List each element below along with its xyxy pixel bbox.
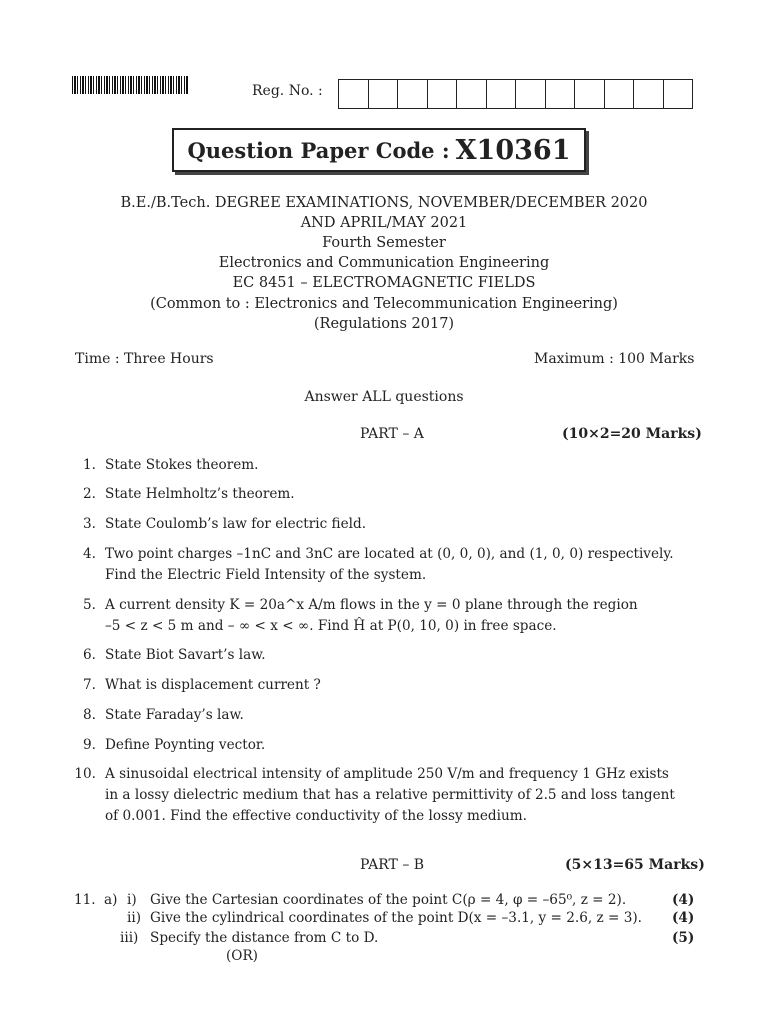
question-11-number: 11.: [74, 892, 96, 908]
part-a-label: PART – A: [360, 426, 424, 442]
reg-no-label: Reg. No. :: [252, 83, 323, 99]
qpc-label: Question Paper Code :: [187, 137, 450, 163]
or-separator: (OR): [226, 948, 258, 964]
common-to: (Common to : Electronics and Telecommunication Engineering): [150, 296, 618, 312]
q11-marks-i: (4): [672, 892, 695, 908]
question-number: 7.: [83, 677, 96, 693]
question-number: 10.: [74, 766, 96, 782]
q11-roman-i: i): [127, 892, 137, 908]
question-7: [72, 675, 692, 696]
question-2: [72, 484, 692, 505]
part-b-label: PART – B: [360, 857, 425, 873]
reg-no-box: [398, 80, 428, 108]
question-paper-code-box: [172, 128, 586, 172]
instruction: Answer ALL questions: [304, 389, 464, 405]
question-number: 5.: [83, 597, 96, 613]
reg-no-box: [546, 80, 576, 108]
question-text: State Faraday’s law.: [105, 707, 244, 723]
branch: Electronics and Communication Engineering: [218, 255, 550, 271]
reg-no-box: [516, 80, 546, 108]
reg-no-box: [664, 80, 693, 108]
question-text-line3: of 0.001. Find the effective conductivity of the lossy medium.: [105, 808, 527, 824]
barcode: [72, 76, 188, 94]
time-label: Time : Three Hours: [75, 351, 214, 367]
reg-no-box: [428, 80, 458, 108]
max-marks-label: Maximum : 100 Marks: [534, 351, 695, 367]
part-b-marks: (5×13=65 Marks): [565, 857, 705, 873]
question-text-line2: –5 < z < 5 m and – ∞ < x < ∞. Find Ĥ at P(0, 10, 0) in free space.: [105, 618, 557, 634]
question-4: [72, 544, 692, 586]
question-text: Two point charges –1nC and 3nC are located at (0, 0, 0), and (1, 0, 0) respectively.: [105, 546, 674, 562]
question-text: State Coulomb’s law for electric field.: [105, 516, 367, 532]
reg-no-boxes: [338, 79, 693, 109]
question-number: 8.: [83, 707, 96, 723]
question-number: 6.: [83, 647, 96, 663]
q11-text-i: Give the Cartesian coordinates of the point C(ρ = 4, φ = –65⁰, z = 2).: [150, 892, 627, 908]
reg-no-box: [575, 80, 605, 108]
reg-no-box: [339, 80, 369, 108]
q11-roman-iii: iii): [120, 930, 139, 946]
question-1: [72, 455, 692, 476]
q11-marks-ii: (4): [672, 910, 695, 926]
exam-title-line2: AND APRIL/MAY 2021: [300, 215, 468, 231]
question-6: [72, 645, 692, 666]
reg-no-box: [457, 80, 487, 108]
question-number: 3.: [83, 516, 96, 532]
question-text: A sinusoidal electrical intensity of amplitude 250 V/m and frequency 1 GHz exists: [105, 766, 669, 782]
question-text: State Biot Savart’s law.: [105, 647, 266, 663]
exam-title-line1: B.E./B.Tech. DEGREE EXAMINATIONS, NOVEMBER/DECEMBER 2020: [120, 195, 648, 211]
reg-no-box: [369, 80, 399, 108]
q11-roman-ii: ii): [127, 910, 141, 926]
question-number: 1.: [83, 457, 96, 473]
semester: Fourth Semester: [322, 235, 446, 251]
question-text: A current density K = 20a^x A/m flows in the y = 0 plane through the region: [105, 597, 638, 613]
question-text: What is displacement current ?: [105, 677, 321, 693]
question-number: 4.: [83, 546, 96, 562]
question-9: [72, 735, 692, 756]
part-a-marks: (10×2=20 Marks): [562, 426, 702, 442]
question-number: 9.: [83, 737, 96, 753]
question-text: State Stokes theorem.: [105, 457, 259, 473]
question-3: [72, 514, 692, 535]
regulation: (Regulations 2017): [313, 316, 455, 332]
qpc-code: X10361: [455, 134, 571, 166]
question-11-part: a): [104, 892, 118, 908]
question-text: Define Poynting vector.: [105, 737, 266, 753]
q11-marks-iii: (5): [672, 930, 695, 946]
question-text-line2: in a lossy dielectric medium that has a relative permittivity of 2.5 and loss tangent: [105, 787, 675, 803]
q11-text-ii: Give the cylindrical coordinates of the point D(x = –3.1, y = 2.6, z = 3).: [150, 910, 642, 926]
subject: EC 8451 – ELECTROMAGNETIC FIELDS: [232, 275, 536, 291]
reg-no-box: [605, 80, 635, 108]
q11-text-iii: Specify the distance from C to D.: [150, 930, 379, 946]
reg-no-box: [634, 80, 664, 108]
question-10: [72, 764, 692, 827]
question-5: [72, 595, 692, 637]
question-number: 2.: [83, 486, 96, 502]
question-8: [72, 705, 692, 726]
question-text: State Helmholtz’s theorem.: [105, 486, 295, 502]
reg-no-box: [487, 80, 517, 108]
question-text-line2: Find the Electric Field Intensity of the system.: [105, 567, 427, 583]
